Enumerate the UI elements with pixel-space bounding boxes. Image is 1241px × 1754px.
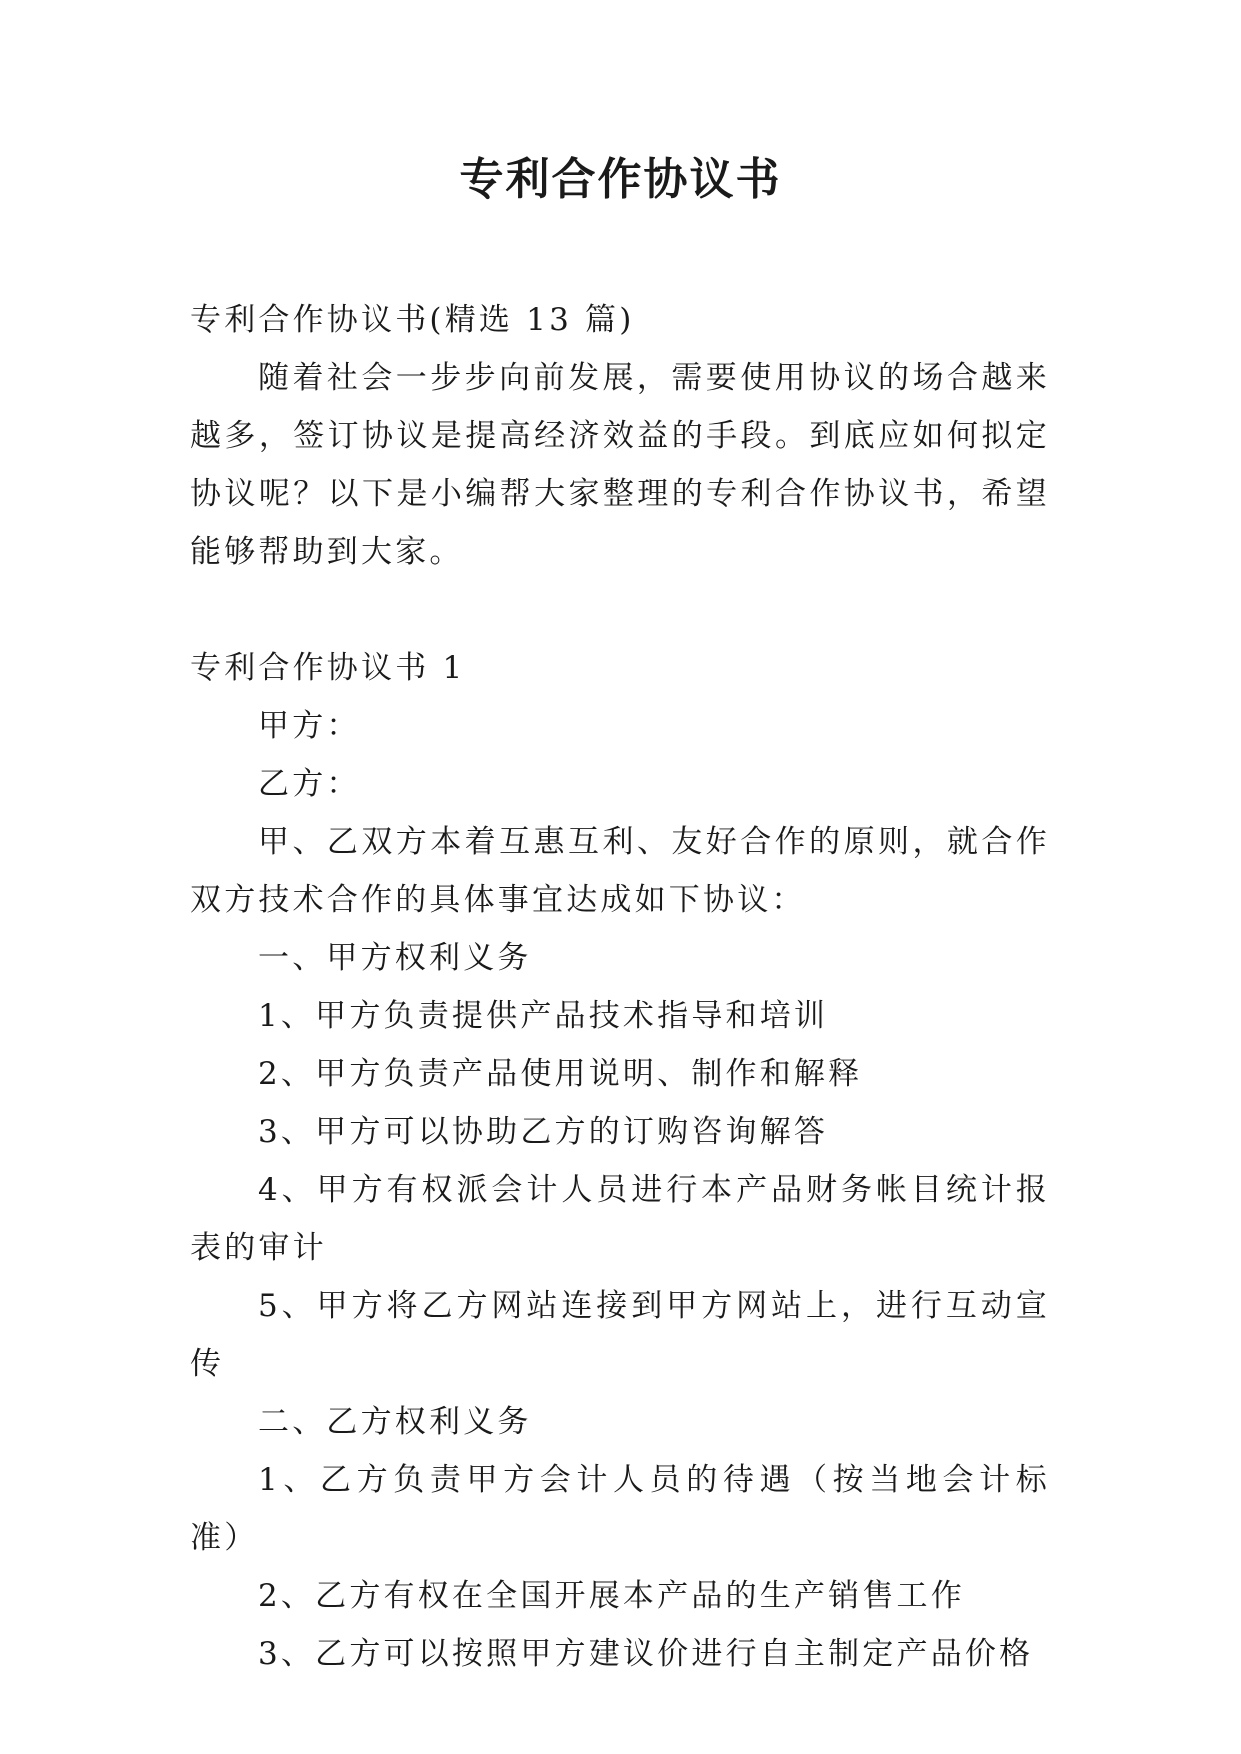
document-subtitle: 专利合作协议书(精选 13 篇) bbox=[190, 302, 635, 338]
part-a-item: 1、甲方负责提供产品技术指导和培训 bbox=[258, 998, 829, 1034]
part-a-item: 4、甲方有权派会计人员进行本产品财务帐目统计报表的审计 bbox=[190, 1172, 1050, 1266]
paragraph-spacer bbox=[190, 581, 1050, 639]
part-b-item: 1、乙方负责甲方会计人员的待遇（按当地会计标准） bbox=[190, 1462, 1050, 1556]
part-b-item: 3、乙方可以按照甲方建议价进行自主制定产品价格 bbox=[258, 1636, 1034, 1672]
part-a-item: 3、甲方可以协助乙方的订购咨询解答 bbox=[258, 1114, 829, 1150]
part-a-heading: 一、甲方权利义务 bbox=[258, 940, 532, 976]
part-a-item: 5、甲方将乙方网站连接到甲方网站上，进行互动宣传 bbox=[190, 1288, 1050, 1382]
part-b-item: 2、乙方有权在全国开展本产品的生产销售工作 bbox=[258, 1578, 965, 1614]
part-b-heading: 二、乙方权利义务 bbox=[258, 1404, 532, 1440]
document-title: 专利合作协议书 bbox=[459, 154, 782, 205]
preamble-paragraph: 甲、乙双方本着互惠互利、友好合作的原则，就合作双方技术合作的具体事宜达成如下协议： bbox=[190, 824, 1050, 918]
document-body bbox=[190, 291, 1050, 1683]
section-heading: 专利合作协议书 1 bbox=[190, 650, 466, 686]
part-a-item: 2、甲方负责产品使用说明、制作和解释 bbox=[258, 1056, 863, 1092]
party-a-line: 甲方： bbox=[258, 708, 361, 744]
party-b-line: 乙方： bbox=[258, 766, 361, 802]
intro-paragraph: 随着社会一步步向前发展，需要使用协议的场合越来越多，签订协议是提高经济效益的手段。到底应如何拟定协议呢？以下是小编帮大家整理的专利合作协议书，希望能够帮助到大家。 bbox=[190, 360, 1050, 570]
